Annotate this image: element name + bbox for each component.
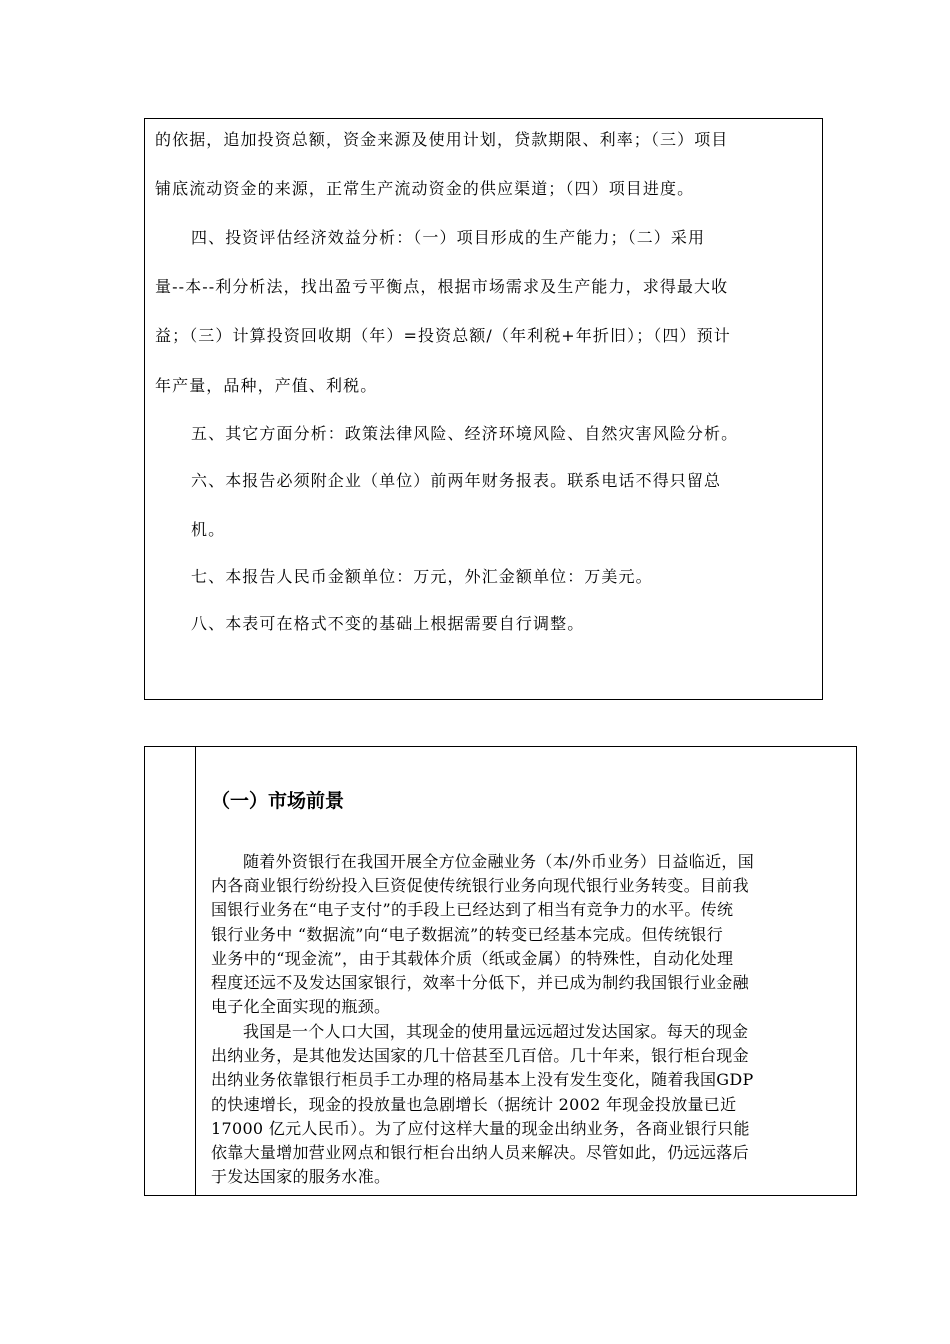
instruction-line: 七、本报告人民币金额单位：万元，外汇金额单位：万美元。 <box>191 567 653 586</box>
instruction-line: 机。 <box>191 520 226 539</box>
paragraph-line: 出纳业务，是其他发达国家的几十倍甚至几百倍。几十年来，银行柜台现金 <box>211 1046 749 1065</box>
paragraph-line: 我国是一个人口大国，其现金的使用量远远超过发达国家。每天的现金 <box>243 1022 749 1041</box>
paragraph-line: 出纳业务依靠银行柜员手工办理的格局基本上没有发生变化，随着我国GDP <box>211 1070 754 1089</box>
instruction-line: 六、本报告必须附企业（单位）前两年财务报表。联系电话不得只留总 <box>191 471 722 490</box>
instruction-line: 四、投资评估经济效益分析：（一）项目形成的生产能力；（二）采用 <box>191 228 706 247</box>
paragraph-line: 国银行业务在“电子支付”的手段上已经达到了相当有竞争力的水平。传统 <box>211 900 734 919</box>
paragraph-line: 内各商业银行纷纷投入巨资促使传统银行业务向现代银行业务转变。目前我 <box>211 876 749 895</box>
instruction-line: 五、其它方面分析：政策法律风险、经济环境风险、自然灾害风险分析。 <box>191 424 739 443</box>
market-table <box>144 746 857 1196</box>
instruction-line: 年产量，品种，产值、利税。 <box>155 376 378 395</box>
paragraph-line: 于发达国家的服务水准。 <box>211 1167 391 1186</box>
instruction-line: 益；（三）计算投资回收期（年）=投资总额/（年利税+年折旧）；（四）预计 <box>155 326 731 345</box>
instruction-line: 的依据，追加投资总额，资金来源及使用计划，贷款期限、利率；（三）项目 <box>155 130 729 149</box>
instruction-line: 八、本表可在格式不变的基础上根据需要自行调整。 <box>191 614 585 633</box>
paragraph-line: 电子化全面实现的瓶颈。 <box>211 997 391 1016</box>
instructions-box <box>144 118 823 700</box>
instruction-line: 量--本--利分析法，找出盈亏平衡点，根据市场需求及生产能力，求得最大收 <box>155 277 729 296</box>
paragraph-line: 业务中的“现金流”，由于其载体介质（纸或金属）的特殊性，自动化处理 <box>211 949 734 968</box>
paragraph-line: 依靠大量增加营业网点和银行柜台出纳人员来解决。尽管如此，仍远远落后 <box>211 1143 749 1162</box>
section-heading: （一）市场前景 <box>211 790 345 812</box>
paragraph-line: 随着外资银行在我国开展全方位金融业务（本/外币业务）日益临近，国 <box>243 852 754 871</box>
paragraph-line: 的快速增长，现金的投放量也急剧增长（据统计 2002 年现金投放量已近 <box>211 1095 737 1114</box>
instruction-line: 铺底流动资金的来源，正常生产流动资金的供应渠道；（四）项目进度。 <box>155 179 695 198</box>
paragraph-line: 程度还远不及发达国家银行，效率十分低下，并已成为制约我国银行业金融 <box>211 973 749 992</box>
label-column <box>145 747 196 1195</box>
paragraph-line: 17000 亿元人民币）。为了应付这样大量的现金出纳业务，各商业银行只能 <box>211 1119 750 1138</box>
paragraph-line: 银行业务中 “数据流”向“电子数据流”的转变已经基本完成。但传统银行 <box>211 925 724 944</box>
